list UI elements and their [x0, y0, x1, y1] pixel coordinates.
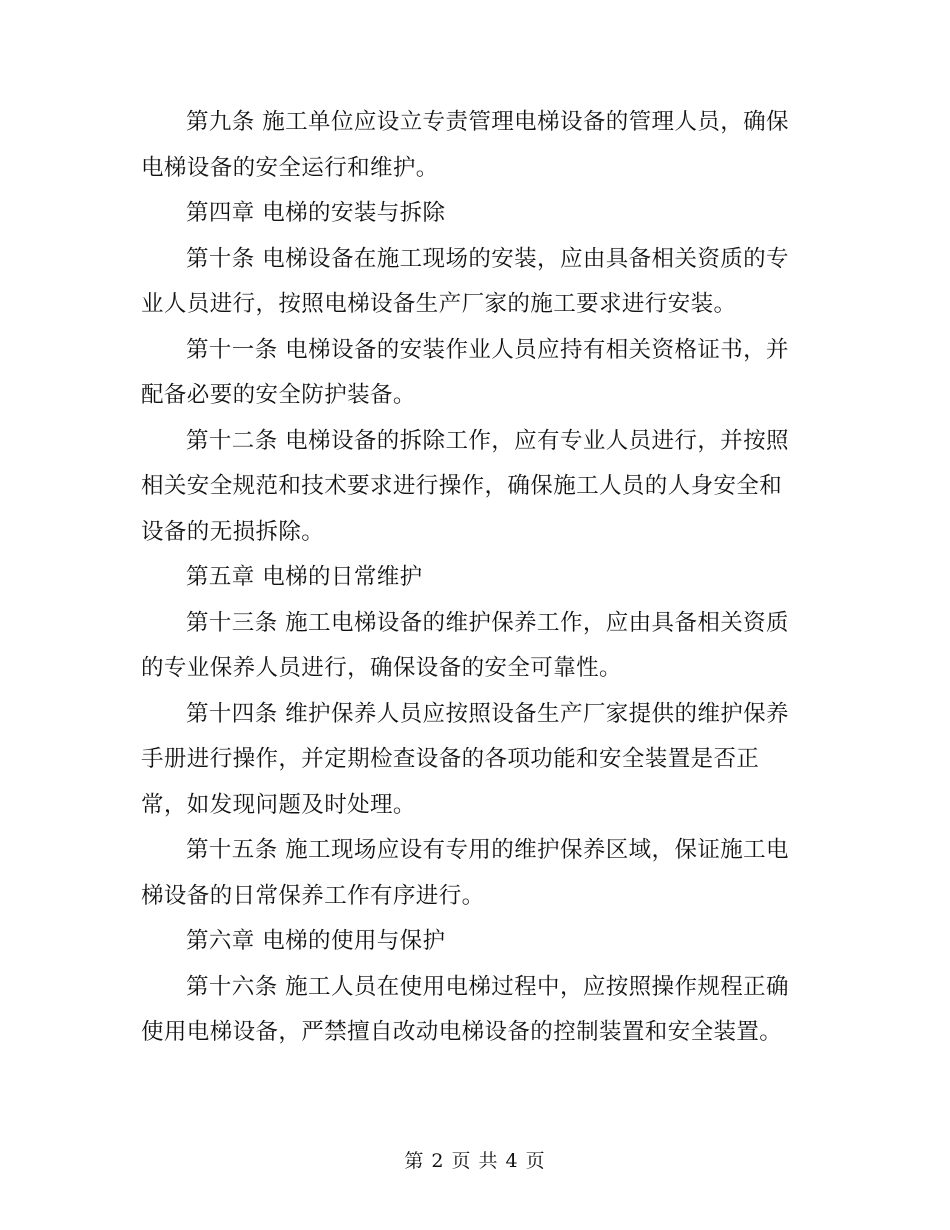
article-9: 第九条 施工单位应设立专责管理电梯设备的管理人员，确保电梯设备的安全运行和维护。: [141, 109, 789, 181]
article-13: 第十三条 施工电梯设备的维护保养工作，应由具备相关资质的专业保养人员进行，确保设备的安全可靠性。: [141, 609, 789, 681]
page-number-footer: 第 2 页 共 4 页: [404, 1150, 546, 1172]
chapter-5-heading: 第五章 电梯的日常维护: [186, 564, 423, 590]
article-11: 第十一条 电梯设备的安装作业人员应持有相关资格证书，并配备必要的安全防护装备。: [141, 336, 789, 408]
article-10: 第十条 电梯设备在施工现场的安装，应由具备相关资质的专业人员进行，按照电梯设备生产厂家的施工要求进行安装。: [141, 245, 789, 317]
document-body: [141, 100, 805, 1056]
chapter-6-heading: 第六章 电梯的使用与保护: [186, 928, 446, 954]
article-14: 第十四条 维护保养人员应按照设备生产厂家提供的维护保养手册进行操作，并定期检查设备的各项功能和安全装置是否正常，如发现问题及时处理。: [141, 700, 789, 818]
article-12: 第十二条 电梯设备的拆除工作，应有专业人员进行，并按照相关安全规范和技术要求进行操作，确保施工人员的人身安全和设备的无损拆除。: [141, 427, 789, 545]
article-15: 第十五条 施工现场应设有专用的维护保养区域，保证施工电梯设备的日常保养工作有序进行。: [141, 837, 789, 909]
article-16: 第十六条 施工人员在使用电梯过程中，应按照操作规程正确使用电梯设备，严禁擅自改动电梯设备的控制装置和安全装置。: [141, 973, 789, 1045]
chapter-4-heading: 第四章 电梯的安装与拆除: [186, 200, 446, 226]
